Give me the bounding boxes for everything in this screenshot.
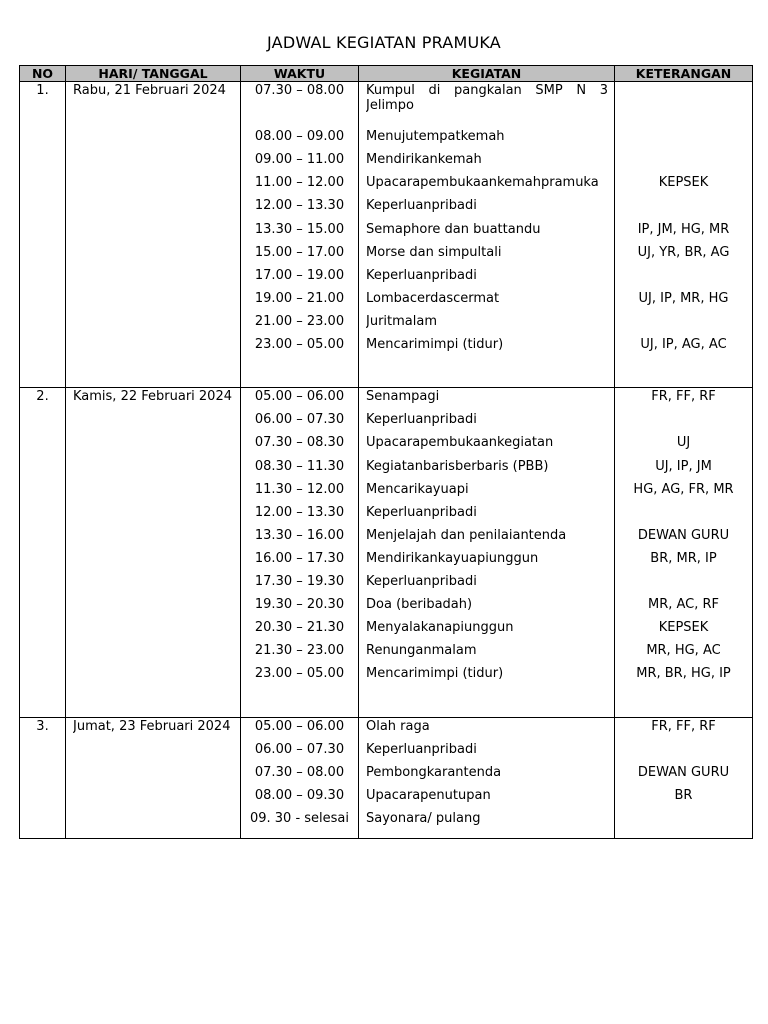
note-text	[615, 742, 752, 765]
activity-text: Kumpul di pangkalan SMP N 3 Jelimpo	[366, 83, 608, 113]
note-text: UJ, IP, AG, AC	[640, 337, 727, 353]
note-cell	[615, 388, 753, 717]
time-slot: 07.30 – 08.00	[254, 83, 345, 98]
activity-text: Doa (beribadah)	[366, 597, 473, 613]
note-text: UJ, IP, MR, HG	[638, 290, 729, 306]
activity-text: Menujutempatkemah	[366, 129, 505, 145]
day-date-cell	[66, 388, 241, 717]
activity-text: Keperluanpribadi	[366, 573, 477, 589]
time-slot: 08.00 – 09.30	[254, 787, 345, 803]
time-slot: 05.00 – 06.00	[254, 389, 345, 405]
time-slot: 07.30 – 08.00	[254, 764, 345, 780]
note-text	[615, 811, 752, 834]
day-date-cell	[66, 717, 241, 838]
activity-text: Mendirikankayuapiunggun	[366, 550, 539, 566]
note-text: KEPSEK	[658, 620, 709, 636]
activity-text: Sayonara/ pulang	[366, 810, 481, 826]
note-text	[615, 152, 752, 175]
note-text: HG, AG, FR, MR	[633, 481, 734, 497]
note-text: KEPSEK	[658, 175, 709, 191]
note-text: FR, FF, RF	[651, 389, 716, 405]
note-text: DEWAN GURU	[637, 764, 730, 780]
note-text: BR	[674, 787, 693, 803]
note-text: FR, FF, RF	[651, 718, 716, 734]
note-text: UJ	[676, 435, 691, 451]
time-cell	[241, 717, 359, 838]
activity-text: Mencarimimpi (tidur)	[366, 666, 504, 682]
note-text: MR, HG, AC	[646, 643, 721, 659]
time-slot: 11.00 – 12.00	[254, 175, 345, 191]
time-slot: 13.30 – 15.00	[254, 221, 345, 237]
activity-text: Keperluanpribadi	[366, 504, 477, 520]
time-slot: 07.30 – 08.30	[254, 435, 345, 451]
activity-text: Morse dan simpultali	[366, 244, 502, 260]
note-text: UJ, YR, BR, AG	[637, 244, 730, 260]
activity-text: Keperluanpribadi	[366, 741, 477, 757]
time-slot: 17.00 – 19.00	[254, 267, 345, 283]
activity-text: Upacarapenutupan	[366, 787, 491, 803]
note-text	[615, 198, 752, 221]
activity-text: Lombacerdascermat	[366, 290, 500, 306]
day-date-cell	[66, 82, 241, 388]
note-text	[615, 412, 752, 435]
header-activity: KEGIATAN	[359, 66, 615, 82]
table-header-row	[20, 66, 753, 82]
activity-cell	[359, 82, 615, 388]
activity-text: Menjelajah dan penilaiantenda	[366, 527, 567, 543]
note-text	[615, 574, 752, 597]
activity-text: Upacarapembukaankegiatan	[366, 435, 554, 451]
header-no: NO	[20, 66, 66, 82]
time-slot: 19.30 – 20.30	[254, 597, 345, 613]
header-day: HARI/ TANGGAL	[66, 66, 241, 82]
day-number: 3.	[36, 718, 49, 734]
activity-text: Mendirikankemah	[366, 152, 482, 168]
note-cell	[615, 82, 753, 388]
time-slot: 06.00 – 07.30	[254, 412, 345, 428]
activity-cell	[359, 388, 615, 717]
note-text: MR, AC, RF	[647, 597, 720, 613]
day-number: 1.	[36, 83, 49, 98]
note-text	[615, 505, 752, 528]
activity-text: Upacarapembukaankemahpramuka	[366, 175, 599, 191]
note-text: MR, BR, HG, IP	[636, 666, 731, 682]
time-slot: 21.30 – 23.00	[254, 643, 345, 659]
note-cell	[615, 717, 753, 838]
time-slot: 06.00 – 07.30	[254, 741, 345, 757]
day-date: Kamis, 22 Februari 2024	[73, 389, 232, 405]
time-slot: 20.30 – 21.30	[254, 620, 345, 636]
table-body	[20, 82, 753, 839]
day-number-cell	[20, 388, 66, 717]
activity-text: Olah raga	[366, 718, 430, 734]
time-slot: 19.00 – 21.00	[254, 290, 345, 306]
page-title: JADWAL KEGIATAN PRAMUKA	[267, 33, 501, 52]
note-text: UJ, IP, JM	[655, 458, 712, 474]
time-slot: 05.00 – 06.00	[254, 718, 345, 734]
day-number-cell	[20, 717, 66, 838]
note-text	[615, 129, 752, 152]
activity-text: Mencarikayuapi	[366, 481, 469, 497]
activity-text: Pembongkarantenda	[366, 764, 502, 780]
note-text: DEWAN GURU	[637, 527, 730, 543]
activity-text: Keperluanpribadi	[366, 198, 477, 214]
day-row	[20, 82, 753, 388]
activity-text: Keperluanpribadi	[366, 267, 477, 283]
time-slot: 17.30 – 19.30	[254, 573, 345, 589]
time-slot: 23.00 – 05.00	[254, 337, 345, 353]
activity-text: Menyalakanapiunggun	[366, 620, 514, 636]
time-slot: 16.00 – 17.30	[254, 550, 345, 566]
day-row	[20, 388, 753, 717]
time-slot: 08.30 – 11.30	[254, 458, 345, 474]
activity-text: Keperluanpribadi	[366, 412, 477, 428]
time-cell	[241, 82, 359, 388]
day-number: 2.	[36, 389, 49, 405]
header-time: WAKTU	[241, 66, 359, 82]
note-text	[615, 268, 752, 291]
time-slot: 12.00 – 13.30	[254, 504, 345, 520]
activity-text: Juritmalam	[366, 313, 437, 329]
time-slot: 13.30 – 16.00	[254, 527, 345, 543]
time-slot: 23.00 – 05.00	[254, 666, 345, 682]
day-date: Jumat, 23 Februari 2024	[73, 718, 231, 734]
time-slot: 09.00 – 11.00	[254, 152, 345, 168]
day-number-cell	[20, 82, 66, 388]
note-text	[615, 314, 752, 337]
activity-text: Semaphore dan buattandu	[366, 221, 541, 237]
time-slot: 08.00 – 09.00	[254, 129, 345, 145]
activity-text: Senampagi	[366, 389, 440, 405]
header-note: KETERANGAN	[615, 66, 753, 82]
time-slot: 11.30 – 12.00	[254, 481, 345, 497]
note-text: BR, MR, IP	[650, 550, 717, 566]
time-slot: 09. 30 - selesai	[249, 810, 350, 826]
activity-text: Renunganmalam	[366, 643, 477, 659]
note-text: IP, JM, HG, MR	[637, 221, 730, 237]
day-date: Rabu, 21 Februari 2024	[73, 83, 226, 98]
note-text	[615, 83, 752, 129]
time-cell	[241, 388, 359, 717]
day-row	[20, 717, 753, 838]
time-slot: 15.00 – 17.00	[254, 244, 345, 260]
activity-text: Kegiatanbarisberbaris (PBB)	[366, 458, 549, 474]
activity-text: Mencarimimpi (tidur)	[366, 337, 504, 353]
activity-cell	[359, 717, 615, 838]
schedule-table	[19, 65, 753, 839]
time-slot: 21.00 – 23.00	[254, 313, 345, 329]
time-slot: 12.00 – 13.30	[254, 198, 345, 214]
